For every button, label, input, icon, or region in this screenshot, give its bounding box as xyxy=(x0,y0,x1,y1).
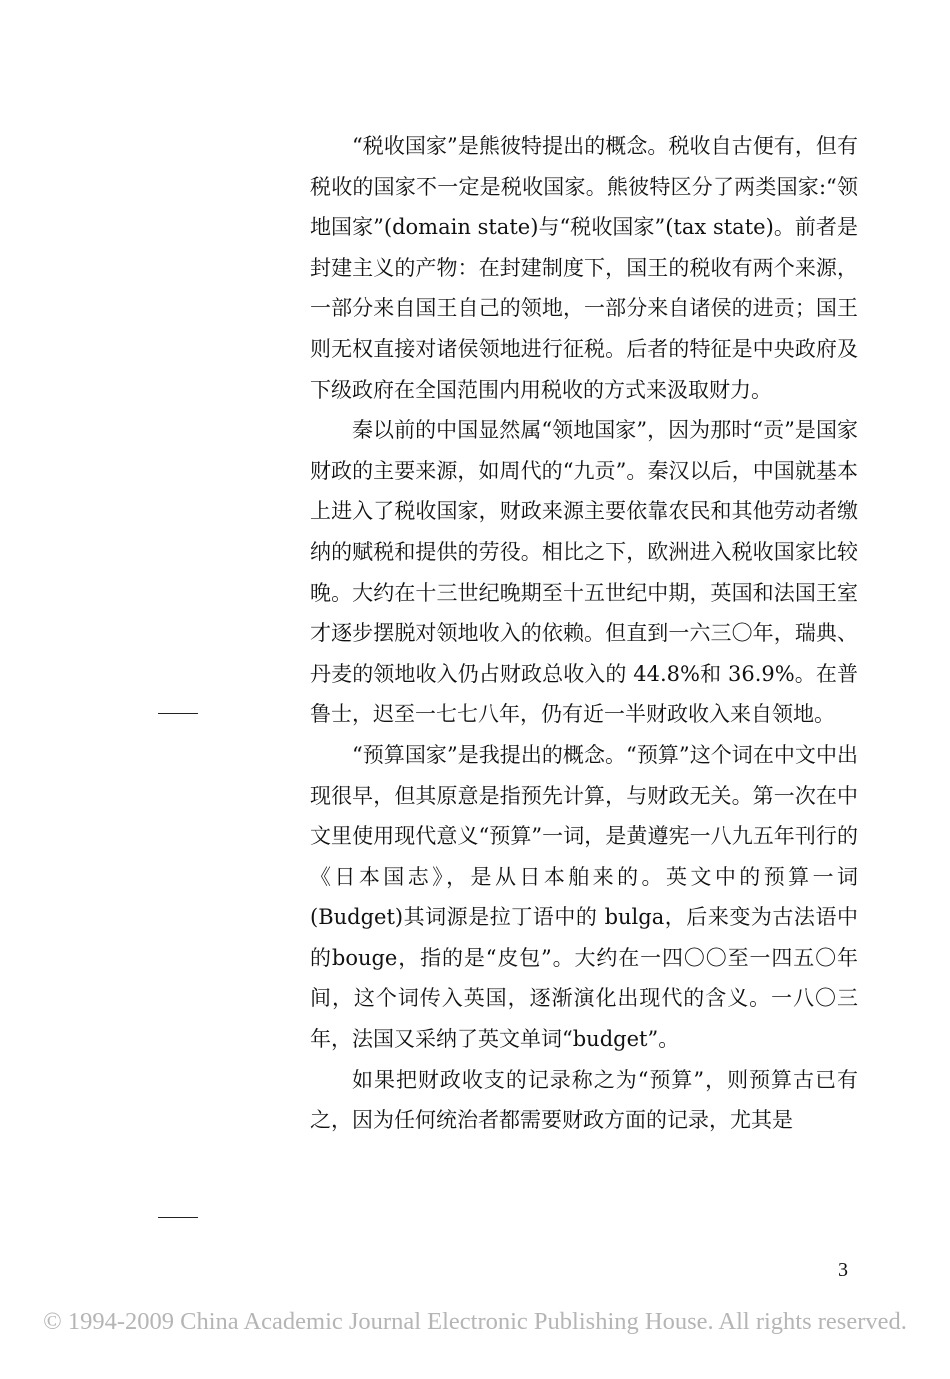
paragraph-budget-state: “预算国家”是我提出的概念。“预算”这个词在中文中出现很早，但其原意是指预先计算，与财政无关。第一次在中文里使用现代意义“预算”一词，是黄遵宪一八九五年刊行的《日本国志》，是从日本舶来的。英文中的预算一词(Budget)其词源是拉丁语中的 bulga，后来变为古法语中的bouge，指的是“皮包”。大约在一四〇〇至一四五〇年间，这个词传入英国，逐渐演化出现代的含义。一八〇三年，法国又采纳了英文单词“budget”。 xyxy=(310,742,858,1052)
body-text xyxy=(310,126,858,1141)
paragraph-qin-china: 秦以前的中国显然属“领地国家”，因为那时“贡”是国家财政的主要来源，如周代的“九贡”。秦汉以后，中国就基本上进入了税收国家，财政来源主要依靠农民和其他劳动者缴纳的赋税和提供的劳役。相比之下，欧洲进入税收国家比较晚。大约在十三世纪晚期至十五世纪中期，英国和法国王室才逐步摆脱对领地收入的依赖。但直到一六三〇年，瑞典、丹麦的领地收入仍占财政总收入的 44.8%和 36.9%。在普鲁士，迟至一七七八年，仍有近一半财政收入来自领地。 xyxy=(310,418,858,727)
paragraph-tax-state: “税收国家”是熊彼特提出的概念。税收自古便有，但有税收的国家不一定是税收国家。熊彼特区分了两类国家:“领地国家”(domain state)与“税收国家”(tax state)。前者是封建主义的产物：在封建制度下，国王的税收有两个来源，一部分来自国王自己的领地，一部分来自诸侯的进贡；国王则无权直接对诸侯领地进行征税。后者的特征是中央政府及下级政府在全国范围内用税收的方式来汲取财力。 xyxy=(310,134,858,402)
copyright-footer: © 1994-2009 China Academic Journal Electronic Publishing House. All rights reserved. xyxy=(43,1308,907,1335)
margin-line-mark xyxy=(158,1217,198,1218)
paragraph-fiscal-records: 如果把财政收支的记录称之为“预算”，则预算古已有之，因为任何统治者都需要财政方面的记录，尤其是 xyxy=(310,1067,858,1133)
page-number: 3 xyxy=(838,1259,848,1281)
margin-line-mark xyxy=(158,713,198,714)
